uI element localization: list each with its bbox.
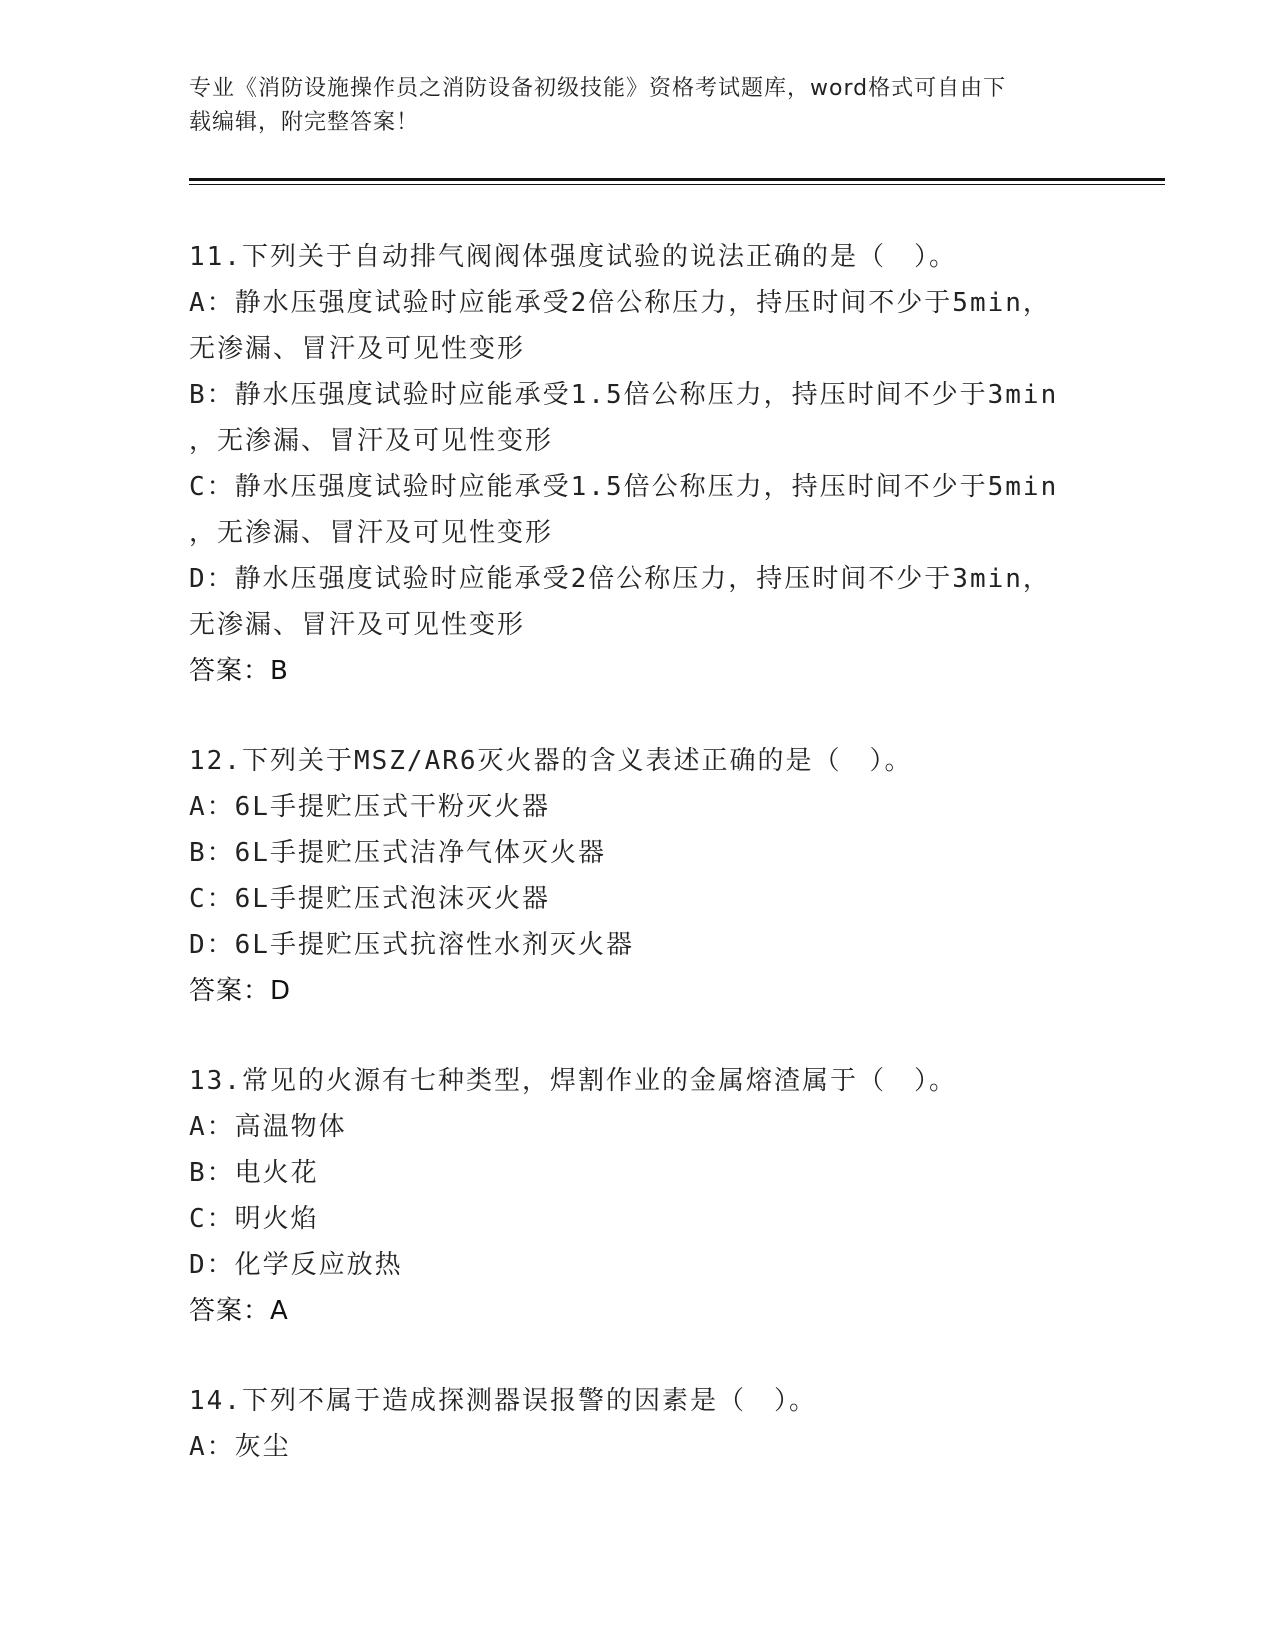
option-d: D：6L手提贮压式抗溶性水剂灭火器	[189, 930, 634, 960]
answer: 答案：D	[189, 976, 292, 1006]
header-divider-thick	[189, 178, 1165, 181]
option-a: A：高温物体	[189, 1112, 347, 1142]
option-a: A：6L手提贮压式干粉灭火器	[189, 792, 550, 822]
question-stem: 13.常见的火源有七种类型，焊割作业的金属熔渣属于（ ）。	[189, 1066, 957, 1096]
option-a-cont: 无渗漏、冒汗及可见性变形	[189, 334, 526, 364]
option-d: D：静水压强度试验时应能承受2倍公称压力，持压时间不少于3min，	[189, 564, 1051, 594]
option-d-cont: 无渗漏、冒汗及可见性变形	[189, 610, 526, 640]
question-stem: 14.下列不属于造成探测器误报警的因素是（ ）。	[189, 1386, 817, 1416]
option-d: D：化学反应放热	[189, 1250, 403, 1280]
option-b: B：6L手提贮压式洁净气体灭火器	[189, 838, 606, 868]
option-c: C：6L手提贮压式泡沫灭火器	[189, 884, 550, 914]
option-b: B：电火花	[189, 1158, 319, 1188]
option-c: C：静水压强度试验时应能承受1.5倍公称压力，持压时间不少于5min	[189, 472, 1059, 502]
answer: 答案：A	[189, 1296, 289, 1326]
question-stem: 12.下列关于MSZ/AR6灭火器的含义表述正确的是（ ）。	[189, 746, 913, 776]
option-a: A：灰尘	[189, 1432, 291, 1462]
document-header	[189, 72, 1089, 140]
option-c: C：明火焰	[189, 1204, 319, 1234]
question-14	[189, 1378, 1089, 1470]
question-13	[189, 1058, 1089, 1334]
option-b: B：静水压强度试验时应能承受1.5倍公称压力，持压时间不少于3min	[189, 380, 1059, 410]
question-stem: 11.下列关于自动排气阀阀体强度试验的说法正确的是（ ）。	[189, 242, 957, 272]
option-b-cont: ，无渗漏、冒汗及可见性变形	[189, 426, 554, 456]
question-12	[189, 738, 1089, 1014]
answer: 答案：B	[189, 656, 289, 686]
option-a: A：静水压强度试验时应能承受2倍公称压力，持压时间不少于5min，	[189, 288, 1051, 318]
header-line-2: 载编辑，附完整答案！	[189, 110, 420, 135]
question-list	[189, 234, 1089, 1514]
question-11	[189, 234, 1089, 694]
header-divider-thin	[189, 184, 1165, 185]
option-c-cont: ，无渗漏、冒汗及可见性变形	[189, 518, 554, 548]
header-line-1: 专业《消防设施操作员之消防设备初级技能》资格考试题库，word格式可自由下	[189, 76, 1007, 101]
